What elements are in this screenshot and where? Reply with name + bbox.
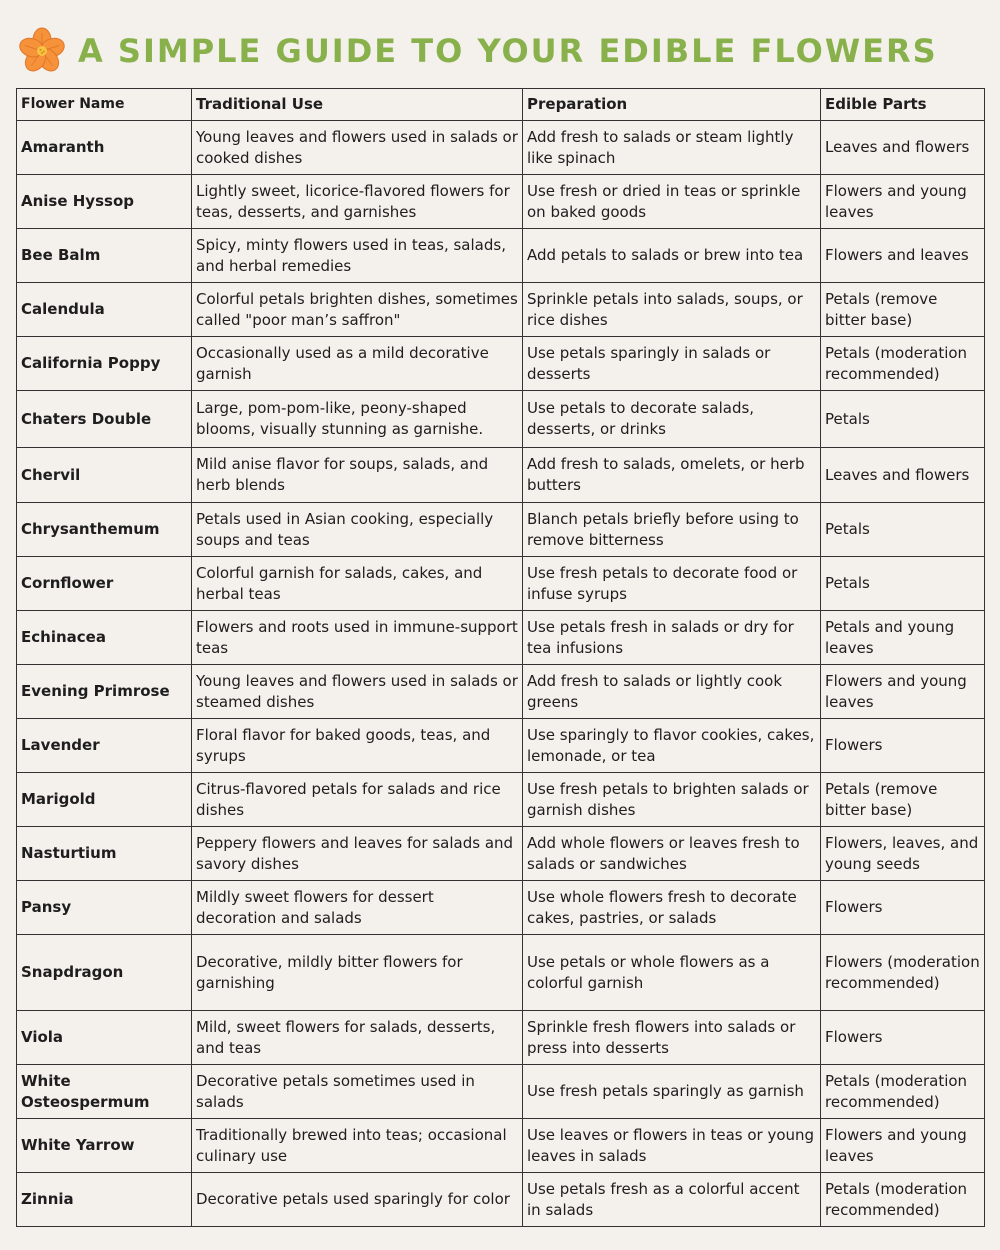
header-flower-name: Flower Name [17,89,192,121]
traditional-use-cell: Occasionally used as a mild decorative garnish [192,337,523,391]
table-row [17,1065,985,1119]
preparation-cell: Sprinkle fresh flowers into salads or press into desserts [523,1011,821,1065]
edible-parts-cell: Flowers and leaves [821,229,985,283]
table-row [17,175,985,229]
traditional-use-cell: Decorative petals sometimes used in salads [192,1065,523,1119]
table-row [17,337,985,391]
header-traditional-use: Traditional Use [192,89,523,121]
edible-parts-cell: Flowers and young leaves [821,665,985,719]
table-row [17,121,985,175]
edible-parts-cell: Flowers and young leaves [821,1119,985,1173]
edible-parts-cell: Leaves and flowers [821,121,985,175]
traditional-use-cell: Flowers and roots used in immune-support teas [192,611,523,665]
flower-name-cell: White Osteospermum [17,1065,192,1119]
preparation-cell: Use whole flowers fresh to decorate cakes, pastries, or salads [523,881,821,935]
flower-name-cell: Pansy [17,881,192,935]
preparation-cell: Use petals sparingly in salads or desserts [523,337,821,391]
flower-name-cell: Viola [17,1011,192,1065]
flower-name-cell: Amaranth [17,121,192,175]
table-row [17,503,985,557]
table-row [17,881,985,935]
table-row [17,229,985,283]
flower-name-cell: Calendula [17,283,192,337]
flower-name-cell: White Yarrow [17,1119,192,1173]
edible-parts-cell: Flowers, leaves, and young seeds [821,827,985,881]
flower-name-cell: Bee Balm [17,229,192,283]
traditional-use-cell: Young leaves and flowers used in salads or cooked dishes [192,121,523,175]
edible-parts-cell: Leaves and flowers [821,448,985,503]
edible-parts-cell: Petals (remove bitter base) [821,283,985,337]
edible-parts-cell: Flowers (moderation recommended) [821,935,985,1011]
preparation-cell: Use fresh petals sparingly as garnish [523,1065,821,1119]
edible-parts-cell: Petals (moderation recommended) [821,1065,985,1119]
preparation-cell: Blanch petals briefly before using to remove bitterness [523,503,821,557]
traditional-use-cell: Decorative petals used sparingly for color [192,1173,523,1227]
edible-parts-cell: Flowers [821,881,985,935]
traditional-use-cell: Lightly sweet, licorice-flavored flowers for teas, desserts, and garnishes [192,175,523,229]
table-row [17,935,985,1011]
flower-name-cell: Chrysanthemum [17,503,192,557]
header-edible-parts: Edible Parts [821,89,985,121]
traditional-use-cell: Colorful petals brighten dishes, sometimes called "poor man’s saffron" [192,283,523,337]
table-row [17,1011,985,1065]
edible-parts-cell: Flowers [821,1011,985,1065]
preparation-cell: Add fresh to salads or lightly cook greens [523,665,821,719]
preparation-cell: Add petals to salads or brew into tea [523,229,821,283]
flower-name-cell: Snapdragon [17,935,192,1011]
preparation-cell: Use fresh petals to decorate food or infuse syrups [523,557,821,611]
flower-name-cell: California Poppy [17,337,192,391]
preparation-cell: Use petals to decorate salads, desserts, or drinks [523,391,821,448]
table-header-row [17,89,985,121]
preparation-cell: Add whole flowers or leaves fresh to salads or sandwiches [523,827,821,881]
edible-parts-cell: Petals (remove bitter base) [821,773,985,827]
table-row [17,611,985,665]
preparation-cell: Use leaves or flowers in teas or young leaves in salads [523,1119,821,1173]
table-row [17,665,985,719]
preparation-cell: Add fresh to salads or steam lightly like spinach [523,121,821,175]
traditional-use-cell: Mild anise flavor for soups, salads, and herb blends [192,448,523,503]
preparation-cell: Use fresh petals to brighten salads or garnish dishes [523,773,821,827]
traditional-use-cell: Colorful garnish for salads, cakes, and herbal teas [192,557,523,611]
edible-parts-cell: Petals [821,391,985,448]
table-row [17,448,985,503]
flower-name-cell: Marigold [17,773,192,827]
preparation-cell: Use petals or whole flowers as a colorful garnish [523,935,821,1011]
preparation-cell: Use petals fresh in salads or dry for tea infusions [523,611,821,665]
flower-name-cell: Zinnia [17,1173,192,1227]
traditional-use-cell: Traditionally brewed into teas; occasional culinary use [192,1119,523,1173]
traditional-use-cell: Petals used in Asian cooking, especially soups and teas [192,503,523,557]
edible-parts-cell: Flowers and young leaves [821,175,985,229]
flower-name-cell: Cornflower [17,557,192,611]
traditional-use-cell: Spicy, minty flowers used in teas, salads, and herbal remedies [192,229,523,283]
flower-name-cell: Chervil [17,448,192,503]
flower-name-cell: Chaters Double [17,391,192,448]
table-row [17,1173,985,1227]
table-row [17,827,985,881]
preparation-cell: Use fresh or dried in teas or sprinkle on baked goods [523,175,821,229]
edible-parts-cell: Petals (moderation recommended) [821,1173,985,1227]
page-header [18,26,982,76]
edible-parts-cell: Petals [821,557,985,611]
traditional-use-cell: Peppery flowers and leaves for salads and savory dishes [192,827,523,881]
traditional-use-cell: Citrus-flavored petals for salads and rice dishes [192,773,523,827]
table-row [17,557,985,611]
table-row [17,719,985,773]
table-row [17,1119,985,1173]
table-row [17,283,985,337]
edible-flowers-table [16,88,985,1227]
page-title: A SIMPLE GUIDE TO YOUR EDIBLE FLOWERS [78,32,938,70]
edible-parts-cell: Petals and young leaves [821,611,985,665]
edible-parts-cell: Flowers [821,719,985,773]
flower-name-cell: Nasturtium [17,827,192,881]
edible-parts-cell: Petals (moderation recommended) [821,337,985,391]
preparation-cell: Use sparingly to flavor cookies, cakes, lemonade, or tea [523,719,821,773]
flower-name-cell: Echinacea [17,611,192,665]
preparation-cell: Use petals fresh as a colorful accent in salads [523,1173,821,1227]
table-row [17,773,985,827]
edible-parts-cell: Petals [821,503,985,557]
flower-name-cell: Anise Hyssop [17,175,192,229]
table-row [17,391,985,448]
preparation-cell: Add fresh to salads, omelets, or herb butters [523,448,821,503]
preparation-cell: Sprinkle petals into salads, soups, or rice dishes [523,283,821,337]
header-preparation: Preparation [523,89,821,121]
traditional-use-cell: Large, pom-pom-like, peony-shaped blooms, visually stunning as garnishe. [192,391,523,448]
traditional-use-cell: Decorative, mildly bitter flowers for garnishing [192,935,523,1011]
hibiscus-flower-icon [18,27,66,75]
traditional-use-cell: Floral flavor for baked goods, teas, and syrups [192,719,523,773]
flower-name-cell: Evening Primrose [17,665,192,719]
traditional-use-cell: Mild, sweet flowers for salads, desserts, and teas [192,1011,523,1065]
traditional-use-cell: Young leaves and flowers used in salads or steamed dishes [192,665,523,719]
traditional-use-cell: Mildly sweet flowers for dessert decoration and salads [192,881,523,935]
flower-name-cell: Lavender [17,719,192,773]
